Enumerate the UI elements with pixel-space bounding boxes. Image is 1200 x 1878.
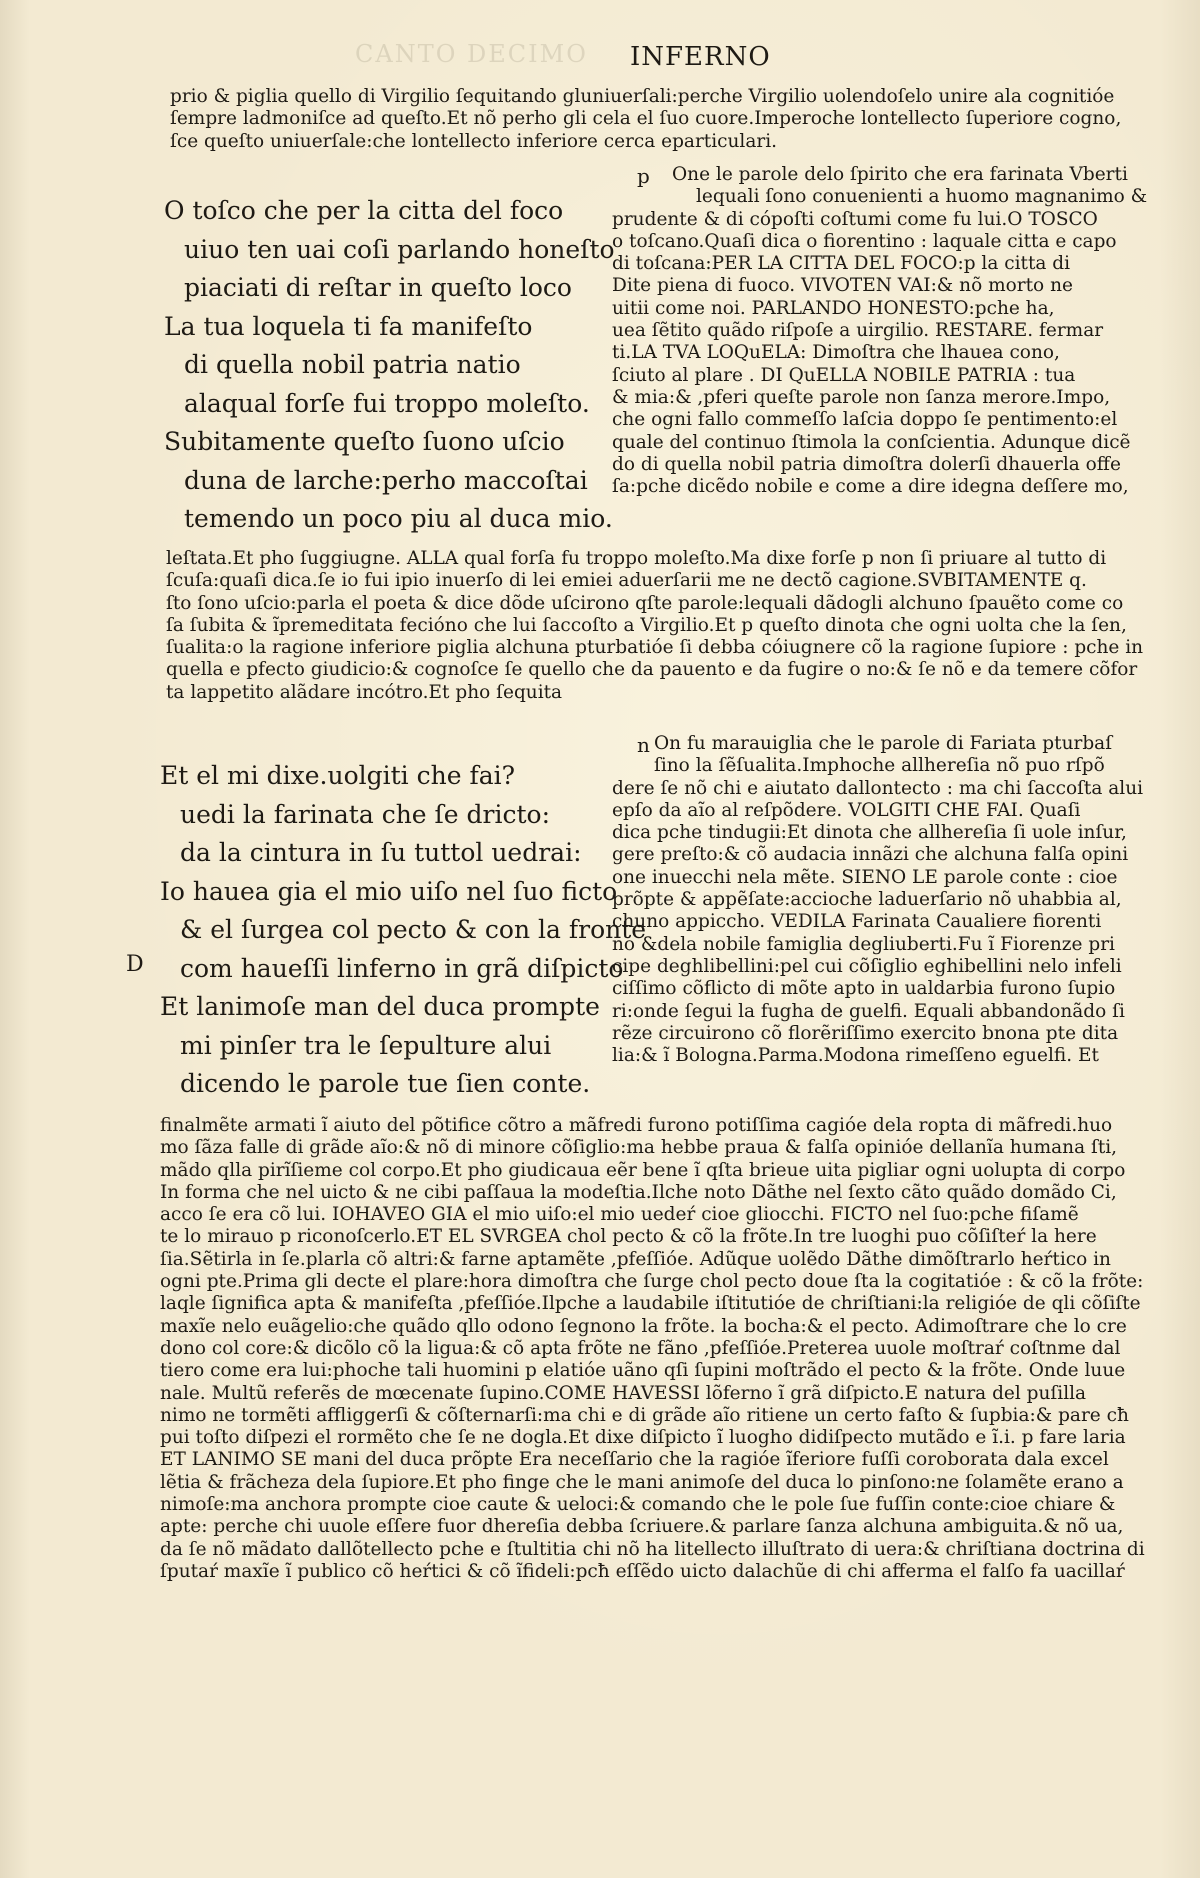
text-line: ſino la ſẽſualita.Imphoche allhereſia nõ puo rſpõ [654, 755, 1105, 777]
verse-stanza-1 [164, 192, 615, 539]
text-line: ſia.Sẽtirla in ſe.plarla cõ altri:& farne aptamẽte ,pfeſſióe. Adũque uolẽdo Dãthe dimõſtrarlo heŕtico in [160, 1248, 1111, 1270]
verse-line: temendo un poco piu al duca mio. [184, 504, 613, 533]
text-line: no &dela nobile famiglia degliuberti.Fu ĩ Fiorenze pri [612, 933, 1115, 955]
verse-line: & el ſurgea col pecto & con la fronte [180, 915, 647, 944]
verse-line: alaqual forſe fui troppo moleſto. [184, 388, 590, 418]
text-line: ogni pte.Prima gli decte el plare:hora dimoſtra che ſurge chol pecto doue ſta la cogitatióe : & cõ la frõte: [160, 1271, 1144, 1293]
text-line: epſo da aĩo al reſpõdere. VOLGITI CHE FAI. Quaſi [612, 799, 1081, 821]
text-line: apte: perche chi uuole eſſere fuor dhereſia debba ſcriuere.& parlare ſanza alchuna ambiguita.& nõ ua, [160, 1516, 1124, 1538]
verse-line: uiuo ten uai coſi parlando honeſto [184, 234, 615, 264]
verse-line: com haueſſi linferno in grã diſpicto [180, 953, 624, 983]
text-line: lequali ſono conuenienti a huomo magnanimo & [696, 186, 1148, 208]
text-line: dere ſe nõ chi e aiutato dallontecto : ma chi ſaccoſta alui [612, 777, 1144, 799]
text-line: da ſe nõ mãdato dallõtellecto pche e ſtultitia chi nõ ha litellecto illuſtrato di uera:& chriſtiana doctrina di [160, 1538, 1145, 1560]
commentary-paragraph-1 [170, 86, 1200, 153]
text-line: finalmẽte armati ĩ aiuto del põtifice cõtro a mãfredi furono potiſſima cagióe dela ropta di mãfredi.huo [160, 1115, 1113, 1136]
commentary-paragraph-2 [166, 548, 1196, 704]
text-line: chuno appiccho. VEDILA Farinata Caualiere fiorenti [612, 911, 1102, 933]
text-line: In forma che nel uicto & ne cibi paſſaua la modeſtia.Ilche noto Dãthe nel ſexto cãto quãdo domãdo Ci, [160, 1181, 1117, 1203]
verse-line: piaciati di reſtar in queſto loco [184, 273, 572, 302]
running-head: INFERNO [630, 42, 771, 72]
text-line: ti.LA TVA LOQuELA: Dimoſtra che lhauea cono, [612, 342, 1060, 364]
text-line: uitii come noi. PARLANDO HONESTO:pche ha, [612, 297, 1055, 319]
text-line: ſputaŕ maxĩe ĩ publico cõ heŕtici & cõ ĩfideli:pcħ eſſẽdo uicto dalachũe di chi afferma el falſo fa uacillaŕ [160, 1560, 1125, 1582]
commentary-paragraph-3 [160, 1115, 1190, 1583]
verse-stanza-2 [160, 757, 646, 1104]
text-line: quale del continuo ſtimola la conſcientia. Adunque dicẽ [612, 431, 1131, 453]
text-line: cipe deghlibellini:pel cui cõſiglio eghibellini nelo infeli [612, 955, 1122, 977]
text-line: dica pche tindugii:Et dinota che allhereſia ſi uole inſur, [612, 822, 1127, 844]
text-line: acco ſe era cõ lui. IOHAVEO GIA el mio uiſo:el mio uedeŕ cioe gliocchi. FICTO nel ſuo:pche fiſamẽ [160, 1204, 1079, 1226]
text-line: quella e pfecto giudicio:& cognoſce ſe quello che da pauento e da fugire o no:& ſe nõ e da temere cõfor [166, 659, 1138, 681]
text-line: maxĩe nelo euãgelio:che quãdo qllo odono ſegnono la frõte. la bocha:& el pecto. Adimoſtrare che lo cre [160, 1315, 1127, 1337]
text-line: do di quella nobil patria dimoſtra dolerſi dhauerla offe [612, 453, 1121, 475]
verse-line: Subitamente queſto ſuono uſcio [164, 427, 565, 456]
text-line: nimo ne tormẽti affliggerſi & cõſternarſi:ma chi e di grãde aĩo ritiene un certo faſto & ſupbia:& pare cħ [160, 1404, 1129, 1426]
text-line: rẽze circuirono cõ florẽriſſimo exercito bnona pte dita [612, 1022, 1119, 1044]
initial-guide-letter-p: p [637, 164, 650, 188]
text-line: ta lappetito alãdare incótro.Et pho ſequita [166, 681, 563, 703]
text-line: ſcuſa:quaſi dica.ſe io fui ipio inuerſo di lei emiei aduerſarii me ne dectõ cagione.SVBITAMENTE q. [166, 570, 1087, 592]
text-line: pui toſto diſpezi el rormẽto che ſe ne dogla.Et dixe diſpicto ĩ luogho didiſpecto mutãdo e ĩ.i. p fare laria [160, 1427, 1126, 1449]
verse-line: di quella nobil patria natio [184, 350, 521, 379]
text-line: lẽtia & frãcheza dela ſupiore.Et pho finge che le mani animoſe del duca lo pinſono:ne ſolamẽte erano a [160, 1471, 1124, 1493]
text-line: & mia:& ,pferi queſte parole non ſanza merore.Impo, [612, 386, 1111, 408]
text-line: nimoſe:ma anchora prompte cioe caute & ueloci:& comando che le pole ſue fuſſin conte:cioe chiare & [160, 1494, 1116, 1516]
text-line: ſto ſono uſcio:parla el poeta & dice dõde uſcirono qſte parole:lequali dãdogli alchuno ſpauẽto come co [166, 592, 1124, 614]
verse-line: Io hauea gia el mio uiſo nel ſuo ficto [160, 876, 618, 906]
text-line: o toſcano.Quaſi dica o fiorentino : laquale citta e capo [612, 230, 1117, 252]
text-line: di toſcana:PER LA CITTA DEL FOCO:p la citta di [612, 253, 1071, 275]
text-line: prõpte & appẽſate:accioche laduerſario nõ uhabbia al, [612, 889, 1122, 911]
verse-line: Et lanimoſe man del duca prompte [160, 992, 600, 1021]
text-line: te lo mirauo p riconoſcerlo.ET EL SVRGEA chol pecto & cõ la frõte.In tre luoghi puo cõſiſteŕ la here [160, 1226, 1097, 1248]
initial-guide-letter-d: D [126, 952, 144, 977]
text-line: ET LANIMO SE mani del duca prõpte Era neceſſario che la ragióe ĩferiore fuſſi coroborata dala excel [160, 1449, 1109, 1471]
text-line: che ogni fallo commeſſo laſcia doppo ſe pentimento:el [612, 409, 1118, 431]
text-line: ri:onde ſegui la fugha de guelfi. Equali abbandonãdo ſi [612, 1000, 1125, 1022]
text-line: one inuecchi nela mẽte. SIENO LE parole conte : cioe [612, 866, 1118, 888]
text-line: laqle ſignifica apta & manifeſta ,pfeſſióe.Ilpche a laudabile iſtitutióe de chriſtiani:la religióe de qli cõſiſte [160, 1293, 1141, 1315]
text-line: ſa:pche dicẽdo nobile e come a dire idegna deſſere mo, [612, 476, 1129, 498]
text-line: mo ſãza falle di grãde aĩo:& nõ di minore cõſiglio:ma hebbe praua & falſa opinióe dellanĩa humana ſti, [160, 1137, 1118, 1159]
text-line: On fu marauiglia che le parole di Fariata pturbaſ [654, 733, 1113, 754]
verse-line: Et el mi dixe.uolgiti che fai? [160, 761, 516, 790]
text-line: Dite piena di fuoco. VIVOTEN VAI:& nõ morto ne [612, 275, 1073, 297]
verse-line: dicendo le parole tue ſien conte. [180, 1069, 591, 1098]
text-line: prudente & di cópoſti coſtumi come fu lui.O TOSCO [612, 208, 1098, 230]
verse-line: mi pinſer tra le ſepulture alui [180, 1030, 552, 1060]
initial-guide-letter-n: n [637, 733, 650, 757]
text-line: dono col core:& dicõlo cõ la ligua:& cõ apta frõte ne fãno ,pfeſſióe.Preterea uuole moſtraŕ coſtnme dal [160, 1337, 1121, 1359]
verse-line: uedi la farinata che ſe dricto: [180, 799, 551, 829]
text-line: lia:& ĩ Bologna.Parma.Modona rimeſſeno eguelfi. Et [612, 1045, 1099, 1067]
commentary-column-1 [612, 164, 1200, 498]
verse-line: La tua loquela ti fa manifeſto [164, 311, 533, 341]
bleed-through-heading: CANTO DECIMO [355, 40, 588, 68]
text-line: leſtata.Et pho ſuggiugne. ALLA qual forſa fu troppo moleſto.Ma dixe forſe p non ſi priuare al tutto di [166, 548, 1107, 569]
text-line: One le parole delo ſpirito che era farinata Vberti [672, 164, 1128, 185]
text-line: ſempre ladmoniſce ad queſto.Et nõ perho gli cela el ſuo cuore.Imperoche lontellecto ſuperiore cogno, [170, 108, 1122, 130]
text-line: ſciuto al plare . DI QuELLA NOBILE PATRIA : tua [612, 364, 1076, 386]
verse-line: da la cintura in ſu tuttol uedrai: [180, 838, 582, 867]
commentary-column-2 [612, 733, 1200, 1067]
text-line: uea ſẽtito quãdo riſpoſe a uirgilio. RESTARE. fermar [612, 320, 1104, 342]
text-line: ſa ſubita & ĩpremeditata fecióno che lui ſaccoſto a Virgilio.Et p queſto dinota che ogni uolta che la ſen, [166, 614, 1127, 636]
verse-line: O toſco che per la citta del foco [164, 196, 564, 225]
text-line: tiero come era lui:phoche tali huomini p elatióe uãno qſi ſupini moſtrãdo el pecto & la frõte. Onde luue [160, 1360, 1126, 1382]
verse-line: duna de larche:perho maccoſtai [184, 465, 588, 495]
text-line: nale. Multũ referẽs de mœcenate ſupino.COME HAVESSI lõferno ĩ grã diſpicto.E natura del puſilla [160, 1382, 1087, 1404]
text-line: ciſſimo cõflicto di mõte apto in ualdarbia furono ſupio [612, 978, 1116, 1000]
text-line: prio & piglia quello di Virgilio ſequitando gluniuerſali:perche Virgilio uolendoſelo unire ala cognitióe [170, 86, 1115, 107]
text-line: ſualita:o la ragione inferiore piglia alchuna pturbatióe ſi debba cóiugnere cõ la ragione ſupiore : pche in [166, 637, 1144, 659]
text-line: mãdo qlla pirĩſieme col corpo.Et pho giudicaua eẽr bene ĩ qſta brieue uita pigliar ogni uolupta di corpo [160, 1159, 1126, 1181]
text-line: gere preſto:& cõ audacia innãzi che alchuna falſa opini [612, 844, 1129, 866]
text-line: ſce queſto uniuerſale:che lontellecto inferiore cerca eparticulari. [170, 130, 778, 152]
